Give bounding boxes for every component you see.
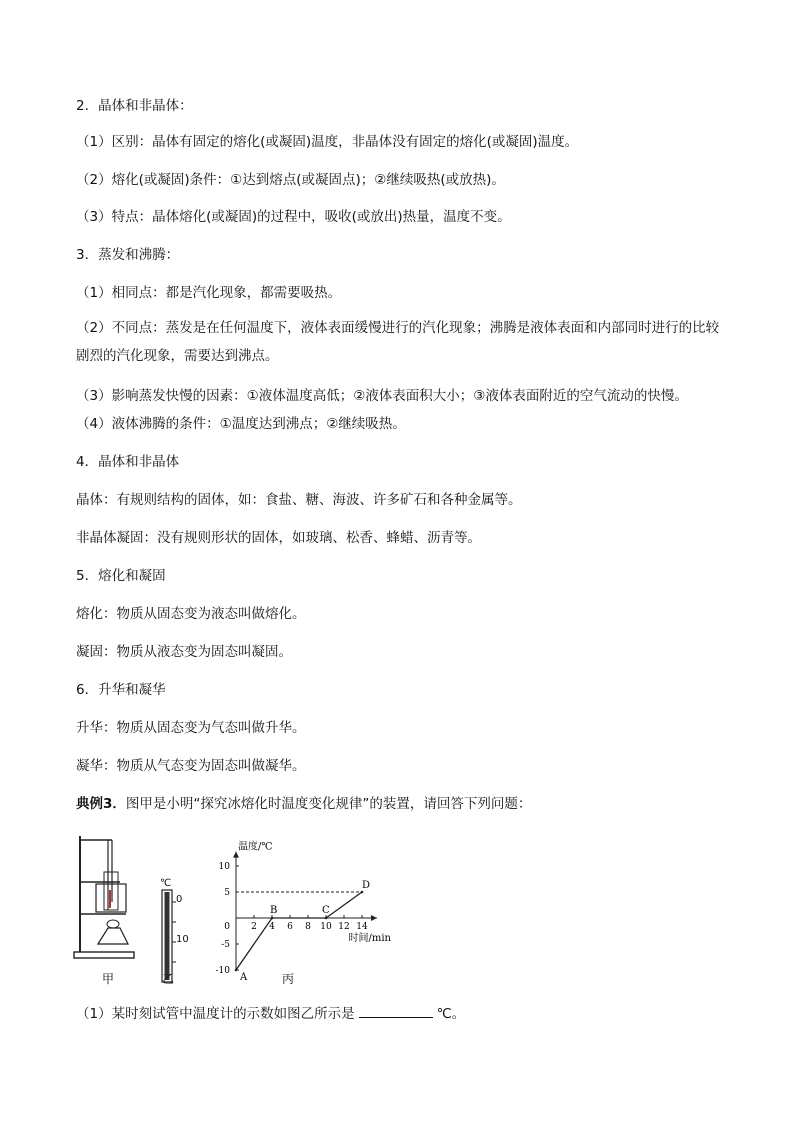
- experiment-figure: [60, 826, 440, 986]
- x-tick-label: 10: [320, 922, 332, 932]
- y-axis-title: 温度/℃: [238, 841, 273, 853]
- caption-yi: 乙: [162, 972, 175, 986]
- section-5-item-1: 熔化：物质从固态变为液态叫做熔化。: [76, 606, 306, 622]
- question-1-unit: ℃。: [436, 1006, 466, 1022]
- data-point: [325, 917, 328, 920]
- answer-blank[interactable]: [359, 1003, 433, 1018]
- section-3-title: 3．蒸发和沸腾：: [76, 247, 180, 263]
- section-4-item-1: 晶体：有规则结构的固体，如：食盐、糖、海波、许多矿石和各种金属等。: [76, 492, 522, 508]
- example-label: 典例3．: [76, 796, 126, 812]
- point-label-a: A: [240, 972, 248, 983]
- data-point: [235, 969, 238, 972]
- x-tick-label: 2: [251, 922, 257, 932]
- y-tick-label: 10: [218, 862, 230, 872]
- section-6-item-1: 升华：物质从固态变为气态叫做升华。: [76, 720, 306, 736]
- origin-label: 0: [224, 922, 230, 932]
- data-point: [271, 917, 274, 920]
- section-3-item-1: （1）相同点：都是汽化现象，都需要吸热。: [76, 285, 342, 301]
- section-5-item-2: 凝固：物质从液态变为固态叫凝固。: [76, 644, 292, 660]
- section-2-item-1: （1）区别：晶体有固定的熔化(或凝固)温度，非晶体没有固定的熔化(或凝固)温度。: [76, 134, 579, 150]
- point-label-b: B: [270, 905, 278, 916]
- section-6-title: 6．升华和凝华: [76, 682, 166, 698]
- x-tick-label: 12: [338, 922, 350, 932]
- y-tick-label: 5: [224, 888, 230, 898]
- thermometer-label-10: 10: [176, 934, 189, 945]
- x-axis-title: 时间/min: [348, 933, 391, 944]
- x-tick-label: 6: [287, 922, 293, 932]
- example-3-prompt: [76, 794, 531, 814]
- question-1-text: （1）某时刻试管中温度计的示数如图乙所示是: [76, 1006, 355, 1022]
- section-2-title: 2．晶体和非晶体：: [76, 98, 193, 114]
- section-2-item-2: （2）熔化(或凝固)条件：①达到熔点(或凝固点)；②继续吸热(或放热)。: [76, 172, 505, 188]
- point-label-c: C: [322, 905, 330, 916]
- y-tick-label: -5: [221, 940, 230, 950]
- point-label-d: D: [362, 880, 371, 891]
- x-tick-label: 8: [305, 922, 311, 932]
- section-3-item-3: （3）影响蒸发快慢的因素：①液体温度高低；②液体表面积大小；③液体表面附近的空气流动的快慢。: [76, 388, 688, 404]
- y-tick-label: -10: [215, 966, 230, 976]
- caption-bing: 丙: [282, 972, 295, 986]
- x-tick-label: 14: [356, 922, 368, 932]
- section-2-item-3: （3）特点：晶体熔化(或凝固)的过程中，吸收(或放出)热量，温度不变。: [76, 209, 511, 225]
- section-5-title: 5．熔化和凝固: [76, 568, 166, 584]
- temperature-time-chart: [200, 826, 420, 983]
- section-3-item-4: （4）液体沸腾的条件：①温度达到沸点；②继续吸热。: [76, 416, 406, 432]
- thermometer-label-0: 0: [176, 894, 183, 905]
- x-tick-label: 4: [269, 922, 275, 932]
- question-1: [76, 1003, 465, 1024]
- section-4-title: 4．晶体和非晶体: [76, 454, 180, 470]
- section-3-item-2: （2）不同点：蒸发是在任何温度下，液体表面缓慢进行的汽化现象；沸腾是液体表面和内部同时进行的比较剧烈的汽化现象，需要达到沸点。: [76, 320, 720, 364]
- example-text: 图甲是小明“探究冰熔化时温度变化规律”的装置，请回答下列问题：: [125, 796, 532, 812]
- thermometer-unit: ℃: [160, 878, 172, 889]
- section-4-item-2: 非晶体凝固：没有规则形状的固体，如玻璃、松香、蜂蜡、沥青等。: [76, 530, 481, 546]
- caption-jia: 甲: [102, 972, 115, 986]
- x-axis-arrow: [371, 915, 377, 921]
- section-6-item-2: 凝华：物质从气态变为固态叫做凝华。: [76, 758, 306, 774]
- data-point: [361, 891, 364, 894]
